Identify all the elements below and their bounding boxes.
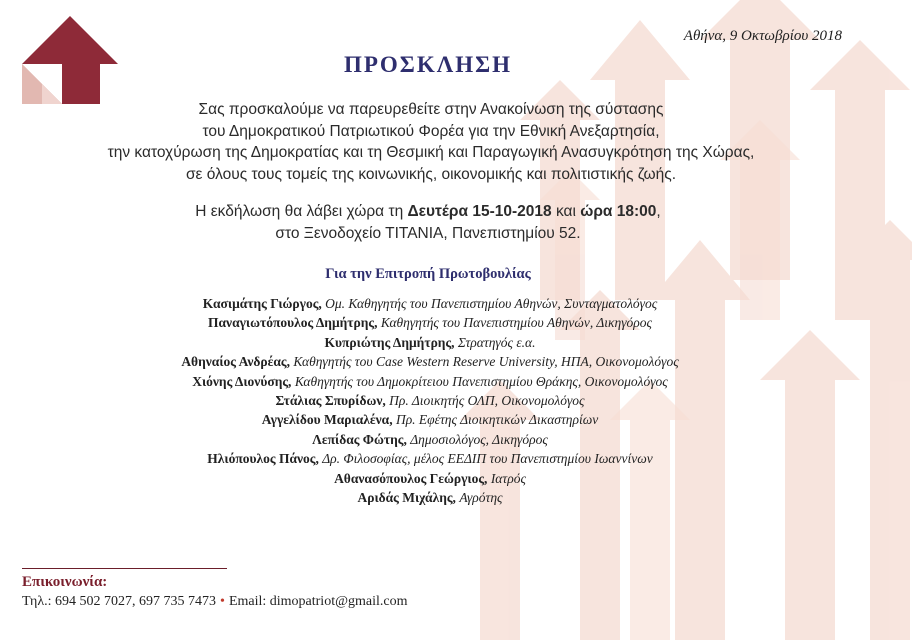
- member-name: Ηλιόπουλος Πάνος,: [207, 451, 319, 467]
- date: Αθήνα, 9 Οκτωβρίου 2018: [683, 28, 842, 44]
- member-name: Στάλιας Σπυρίδων,: [275, 393, 386, 409]
- member-row: [0, 469, 860, 488]
- event-prefix: Η εκδήλωση θα λάβει χώρα τη: [195, 203, 404, 220]
- contact-phones: Τηλ.: 694 502 7027, 697 735 7473: [22, 594, 217, 609]
- bullet-separator: •: [220, 594, 225, 609]
- event-details: Η εκδήλωση θα λάβει χώρα τη Δευτέρα 15-10-2018 και ώρα 18:00, στο Ξενοδοχείο ΤΙΤΑΝΙΑ, Πανεπιστημίου 52.: [0, 201, 856, 245]
- member-title: Στρατηγός ε.α.: [457, 334, 536, 350]
- member-name: Χιόνης Διονύσης,: [192, 373, 292, 389]
- intro-text: [0, 99, 862, 185]
- member-name: Αριδάς Μιχάλης,: [357, 490, 456, 506]
- member-title: Καθηγητής του Δημοκρίτειου Πανεπιστημίου Θράκης, Οικονομολόγος: [294, 373, 668, 389]
- member-title: Καθηγητής του Case Western Reserve University, ΗΠΑ, Οικονομολόγος: [293, 354, 679, 370]
- member-row: [0, 333, 860, 352]
- member-row: [0, 430, 860, 449]
- member-title: Δημοσιολόγος, Δικηγόρος: [410, 431, 548, 447]
- member-row: [0, 352, 860, 371]
- intro-line: του Δημοκρατικού Πατριωτικού Φορέα για την Εθνική Ανεξαρτησία,: [202, 122, 660, 140]
- member-row: [0, 313, 860, 332]
- member-title: Αγρότης: [459, 490, 503, 506]
- member-title: Δρ. Φιλοσοφίας, μέλος ΕΕΔΙΠ του Πανεπιστημίου Ιωαννίνων: [322, 451, 653, 467]
- member-row: [0, 294, 860, 313]
- contact-info: [22, 594, 407, 610]
- member-row: [0, 449, 860, 468]
- event-and: και: [555, 203, 576, 220]
- member-row: [0, 391, 860, 410]
- member-name: Αθηναίος Ανδρέας,: [181, 354, 290, 370]
- members-list: [0, 294, 860, 507]
- contact-divider: [22, 568, 227, 569]
- committee-heading: Για την Επιτροπή Πρωτοβουλίας: [325, 266, 531, 282]
- event-day: Δευτέρα 15-10-2018: [407, 203, 552, 220]
- member-row: [0, 488, 860, 507]
- intro-line: Σας προσκαλούμε να παρευρεθείτε στην Ανακοίνωση της σύστασης: [198, 101, 664, 118]
- contact-heading: Επικοινωνία:: [22, 574, 108, 590]
- intro-line: σε όλους τους τομείς της κοινωνικής, οικονομικής και πολιτιστικής ζωής.: [185, 165, 677, 183]
- page-title: ΠΡΟΣΚΛΗΣΗ: [343, 52, 513, 77]
- member-title: Πρ. Εφέτης Διοικητικών Δικαστηρίων: [395, 412, 599, 428]
- member-title: Ιατρός: [490, 470, 526, 486]
- event-place: στο Ξενοδοχείο ΤΙΤΑΝΙΑ, Πανεπιστημίου 52.: [275, 225, 581, 242]
- member-name: Κυπριώτης Δημήτρης,: [324, 334, 455, 350]
- intro-line: την κατοχύρωση της Δημοκρατίας και τη Θεσμική και Παραγωγική Ανασυγκρότηση της Χώρας,: [107, 144, 755, 161]
- member-name: Παναγιωτόπουλος Δημήτρης,: [208, 315, 378, 331]
- member-title: Πρ. Διοικητής ΟΛΠ, Οικονομολόγος: [389, 393, 585, 409]
- member-name: Λεπίδας Φώτης,: [312, 431, 407, 447]
- member-name: Αγγελίδου Μαριαλένα,: [261, 412, 393, 428]
- member-row: [0, 372, 860, 391]
- event-time: ώρα 18:00: [580, 203, 657, 220]
- member-name: Αθανασόπουλος Γεώργιος,: [334, 470, 488, 486]
- member-title: Καθηγητής του Πανεπιστημίου Αθηνών, Δικηγόρος: [380, 315, 652, 331]
- member-row: [0, 410, 860, 429]
- member-name: Κασιμάτης Γιώργος,: [202, 296, 322, 311]
- contact-email[interactable]: Email: dimopatriot@gmail.com: [228, 594, 408, 609]
- member-title: Ομ. Καθηγητής του Πανεπιστημίου Αθηνών, Συνταγματολόγος: [325, 296, 658, 311]
